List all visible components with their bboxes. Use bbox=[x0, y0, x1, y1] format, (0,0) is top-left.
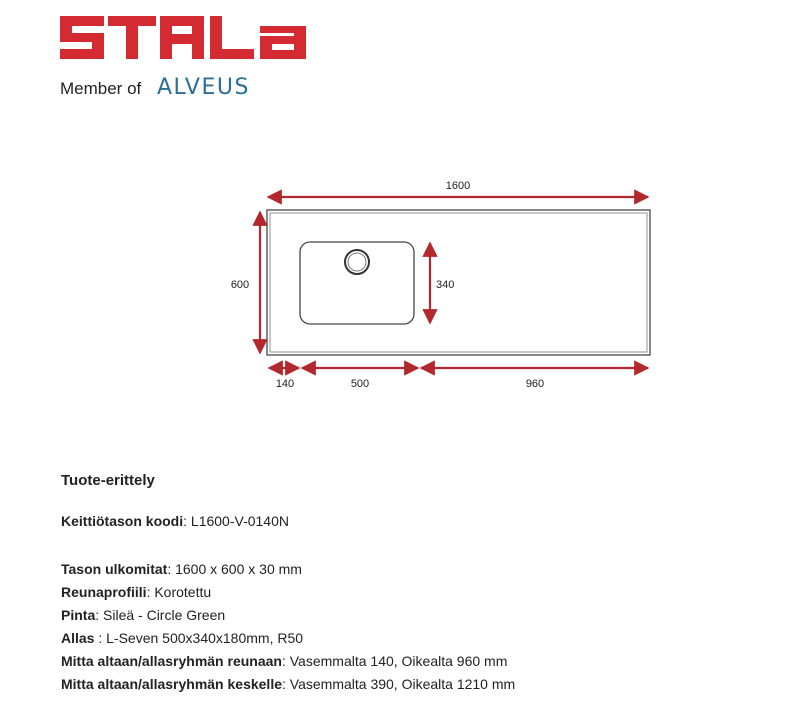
depth-label: 600 bbox=[230, 279, 250, 291]
spec-value: Sileä - Circle Green bbox=[103, 607, 226, 623]
countertop-inner-edge bbox=[270, 213, 647, 352]
spec-value: 1600 x 600 x 30 mm bbox=[175, 561, 302, 577]
spec-label: Pinta bbox=[61, 607, 96, 623]
spec-heading: Tuote-erittely bbox=[61, 472, 155, 489]
spec-sep: : bbox=[282, 676, 290, 692]
spec-label: Tason ulkomitat bbox=[61, 561, 168, 577]
spec-row-edge-distance bbox=[61, 653, 507, 669]
right-offset-label: 960 bbox=[525, 378, 545, 390]
spec-label: Allas bbox=[61, 630, 95, 646]
spec-sep: : bbox=[183, 513, 191, 529]
spec-sep: : bbox=[94, 630, 107, 646]
sink-bowl bbox=[300, 242, 414, 324]
spec-value: Vasemmalta 390, Oikealta 1210 mm bbox=[289, 676, 516, 692]
spec-label: Reunaprofiili bbox=[61, 584, 147, 600]
spec-sep: : bbox=[281, 653, 290, 669]
spec-value: L-Seven 500x340x180mm, R50 bbox=[106, 630, 304, 646]
drain-inner bbox=[348, 253, 366, 271]
spec-sep: : bbox=[167, 561, 176, 577]
spec-value: L1600-V-0140N bbox=[190, 513, 289, 529]
spec-value: Korotettu bbox=[154, 584, 212, 600]
member-of-text: Member of bbox=[60, 79, 142, 98]
countertop-outline bbox=[267, 210, 650, 355]
spec-row-code bbox=[61, 513, 289, 529]
alveus-text: ALVEUS bbox=[157, 75, 250, 98]
spec-value: Vasemmalta 140, Oikealta 960 mm bbox=[289, 653, 508, 669]
spec-row-sink bbox=[61, 630, 303, 646]
spec-row-surface bbox=[61, 607, 225, 623]
bowl-width-label: 500 bbox=[350, 378, 370, 390]
drain bbox=[345, 250, 369, 274]
spec-row-edge-profile bbox=[61, 584, 211, 600]
spec-sep: : bbox=[95, 607, 104, 623]
spec-row-dimensions bbox=[61, 561, 302, 577]
width-label: 1600 bbox=[445, 180, 471, 192]
bowl-depth-label: 340 bbox=[436, 279, 455, 291]
left-offset-label: 140 bbox=[275, 378, 295, 390]
spec-sep: : bbox=[146, 584, 155, 600]
spec-label: Mitta altaan/allasryhmän keskelle bbox=[61, 676, 282, 692]
spec-row-center-distance bbox=[61, 676, 515, 692]
spec-label: Keittiötason koodi bbox=[61, 513, 184, 529]
spec-label: Mitta altaan/allasryhmän reunaan bbox=[61, 653, 282, 669]
